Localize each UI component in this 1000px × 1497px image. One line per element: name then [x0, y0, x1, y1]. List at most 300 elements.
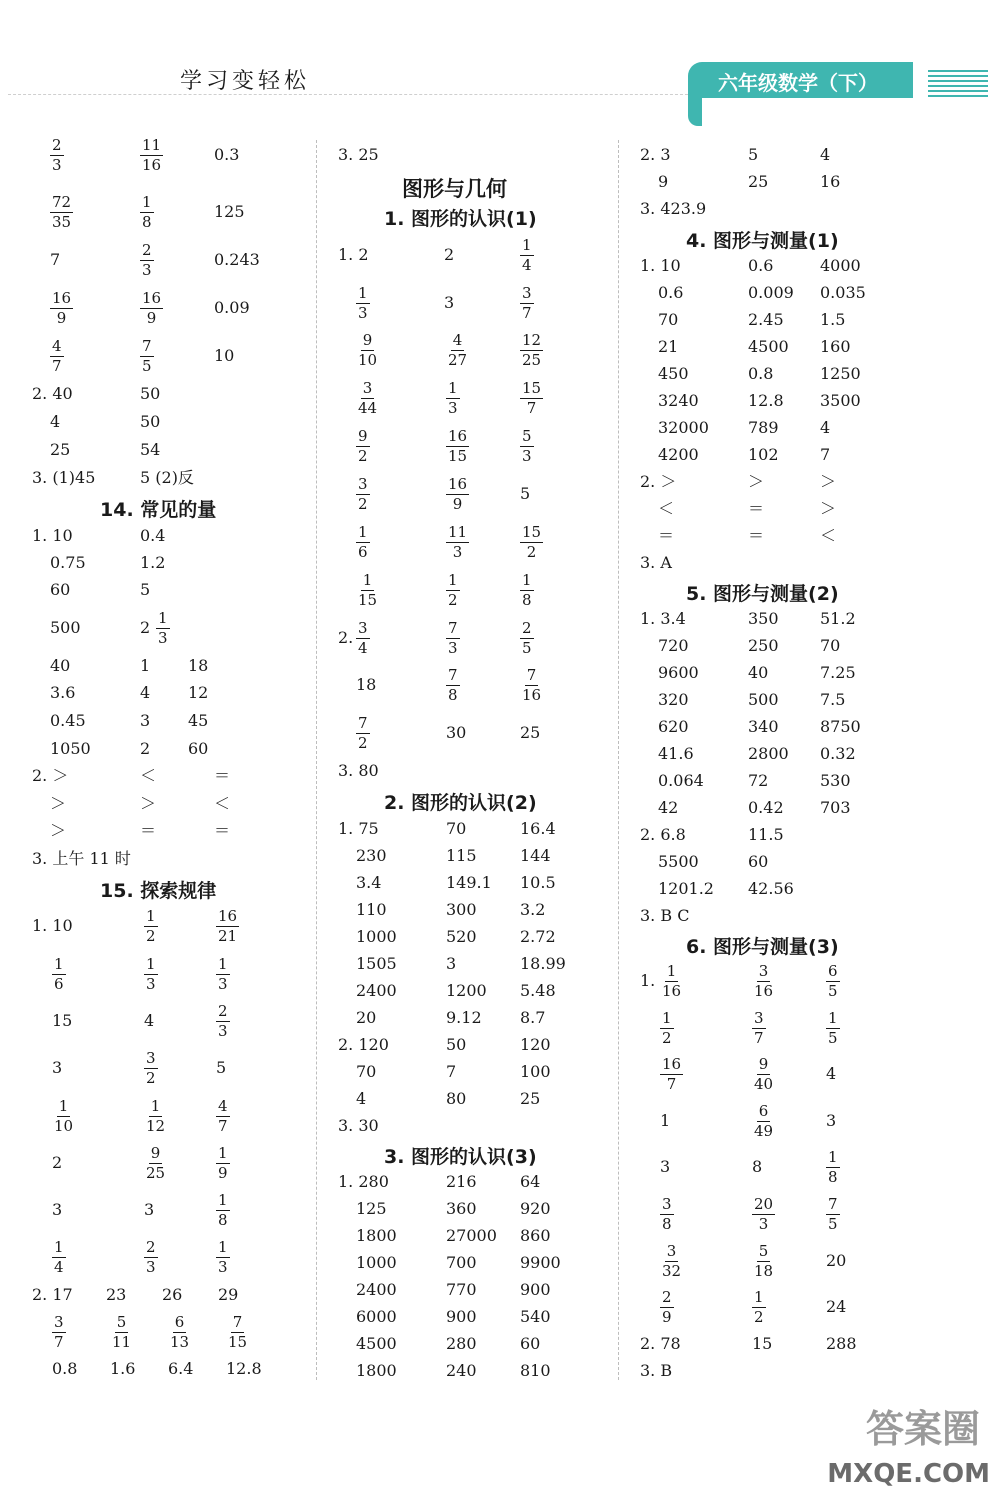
fraction-denominator: 2 [146, 927, 156, 945]
fraction-numerator: 72 [52, 193, 72, 211]
fraction-numerator: 1 [218, 955, 228, 973]
answer-value: 115 [446, 846, 477, 865]
answer-value: 29 [218, 1285, 239, 1304]
answer-value: 2. 17 [32, 1285, 73, 1304]
answer-value: 920 [520, 1199, 551, 1218]
fraction-numerator: 1 [448, 571, 458, 589]
fraction-denominator: 3 [52, 156, 62, 174]
answer-value: ＞ [50, 794, 67, 813]
answer-value: 1200 [446, 981, 487, 1000]
answer-value: ＞ [50, 821, 67, 840]
fraction-numerator: 1 [142, 193, 152, 211]
fraction-denominator: 3 [218, 1022, 228, 1040]
fraction-denominator: 9 [218, 1164, 228, 1182]
fraction-answer [660, 1289, 674, 1326]
fraction-denominator: 16 [662, 982, 682, 1000]
section-heading: 3. 图形的认识(3) [384, 1146, 537, 1168]
fraction-denominator: 8 [218, 1211, 228, 1229]
answer-value: ＝ [748, 499, 765, 518]
answer-value: 32000 [658, 418, 709, 437]
fraction-numerator: 20 [754, 1195, 774, 1213]
answer-value: 1 [660, 1111, 671, 1130]
fraction-answer [660, 1056, 683, 1093]
fraction-denominator: 18 [754, 1262, 774, 1280]
answer-value: 280 [446, 1334, 477, 1353]
answer-value: 80 [446, 1089, 467, 1108]
answer-value: 60 [188, 739, 209, 758]
answer-value: 20 [826, 1251, 847, 1270]
fraction-numerator: 3 [522, 284, 532, 302]
answer-value: ＞ [820, 472, 837, 491]
fraction-numerator: 9 [362, 331, 373, 349]
answer-value: 6.4 [168, 1359, 194, 1378]
fraction-denominator: 6 [54, 975, 64, 993]
fraction-answer [826, 963, 840, 1000]
answer-value: 72 [748, 771, 769, 790]
answer-value: 60 [748, 852, 769, 871]
fraction-answer [50, 137, 64, 174]
answer-value: 2. ＞ [32, 766, 69, 785]
answer-value: 0.243 [214, 250, 260, 269]
fraction-numerator: 3 [662, 1195, 672, 1213]
fraction-denominator: 2 [754, 1308, 764, 1326]
column-divider-1 [316, 140, 317, 1380]
answer-value: 0.8 [748, 364, 774, 383]
answer-value: 27000 [446, 1226, 497, 1245]
answer-value: 240 [446, 1361, 477, 1380]
answer-value: 0.035 [820, 283, 866, 302]
answer-value: 0.6 [658, 283, 684, 302]
answer-value: 3 [660, 1157, 671, 1176]
answer-value: 26 [162, 1285, 183, 1304]
answer-value: ＜ [820, 526, 837, 545]
fraction-answer [356, 476, 370, 513]
fraction-denominator: 21 [218, 927, 238, 945]
fraction-denominator: 2 [146, 1069, 156, 1087]
fraction-answer [50, 338, 64, 375]
answer-value: 7.25 [820, 663, 856, 682]
fraction-denominator: 44 [358, 399, 378, 417]
fraction-denominator: 7 [54, 1333, 64, 1351]
section-heading: 1. 图形的认识(1) [384, 208, 537, 230]
fraction-answer [660, 963, 683, 1000]
answer-value: 11.5 [748, 825, 784, 844]
answer-value: 2.45 [748, 310, 784, 329]
answer-value: 100 [520, 1062, 551, 1081]
answer-value: 42.56 [748, 879, 794, 898]
fraction-numerator: 1 [522, 236, 532, 254]
answer-value: 5500 [658, 852, 699, 871]
fraction-denominator: 7 [526, 399, 537, 417]
fraction-answer [826, 1196, 840, 1233]
answer-value: 2. 78 [640, 1334, 681, 1353]
fraction-denominator: 9 [452, 495, 463, 513]
answer-value: 2. 6.8 [640, 825, 686, 844]
fraction-numerator: 5 [758, 1242, 769, 1260]
fraction-answer [520, 380, 543, 417]
fraction-numerator: 3 [754, 1009, 764, 1027]
fraction-answer [52, 1314, 66, 1351]
fraction-answer [52, 1239, 66, 1276]
fraction-answer [216, 1098, 230, 1135]
answer-value: 4200 [658, 445, 699, 464]
fraction-denominator: 3 [146, 975, 156, 993]
fraction-numerator: 1 [158, 609, 168, 627]
answer-value: 0.32 [820, 744, 856, 763]
fraction-answer [140, 194, 154, 231]
answer-value: 340 [748, 717, 779, 736]
answer-value: 54 [140, 440, 161, 459]
fraction-denominator: 7 [754, 1029, 764, 1047]
answer-value: 0.064 [658, 771, 704, 790]
fraction-denominator: 4 [358, 639, 368, 657]
answer-value: 3. 80 [338, 761, 379, 780]
fraction-answer [520, 332, 543, 369]
answer-value: 703 [820, 798, 851, 817]
fraction-denominator: 7 [522, 304, 532, 322]
fraction-numerator: 1 [362, 571, 373, 589]
answer-value: 0.75 [50, 553, 86, 572]
answer-value: 2. 120 [338, 1035, 389, 1054]
fraction-answer [356, 428, 370, 465]
fraction-numerator: 1 [358, 284, 368, 302]
fraction-numerator: 3 [666, 1242, 677, 1260]
fraction-denominator: 7 [666, 1075, 677, 1093]
fraction-answer [752, 1103, 775, 1140]
answer-value: 50 [140, 412, 161, 431]
answer-value: 70 [658, 310, 679, 329]
fraction-numerator: 7 [142, 337, 152, 355]
fraction-answer [144, 1098, 167, 1135]
fraction-answer [826, 1010, 840, 1047]
section-heading: 2. 图形的认识(2) [384, 792, 537, 814]
answer-value: 1000 [356, 927, 397, 946]
answer-value: ＝ [748, 526, 765, 545]
fraction-numerator: 1 [754, 1288, 764, 1306]
answer-value: 60 [520, 1334, 541, 1353]
fraction-answer [168, 1314, 191, 1351]
fraction-numerator: 1 [146, 907, 156, 925]
answer-value: 1. [640, 971, 656, 990]
fraction-answer [140, 242, 154, 279]
answer-value: 2. 3 [640, 145, 671, 164]
fraction-denominator: 16 [754, 982, 774, 1000]
fraction-denominator: 8 [142, 213, 152, 231]
answer-value: 3 [444, 293, 455, 312]
fraction-answer [520, 285, 534, 322]
answer-value: 1201.2 [658, 879, 714, 898]
tab-tail [688, 92, 702, 126]
fraction-denominator: 12 [146, 1117, 166, 1135]
fraction-denominator: 5 [522, 639, 532, 657]
answer-value: 1. 10 [640, 256, 681, 275]
fraction-numerator: 6 [828, 962, 838, 980]
answer-value: 2. ＞ [640, 472, 677, 491]
fraction-answer [52, 1098, 75, 1135]
answer-value: 450 [658, 364, 689, 383]
answer-value: 125 [214, 202, 245, 221]
section-heading: 4. 图形与测量(1) [686, 230, 839, 252]
answer-value: 2 [140, 618, 151, 637]
answer-value: 7 [820, 445, 831, 464]
fraction-numerator: 1 [218, 1144, 228, 1162]
answer-value: 4 [356, 1089, 367, 1108]
answer-value: 2 [140, 739, 151, 758]
answer-value: 3 [144, 1200, 155, 1219]
answer-value: 24 [826, 1297, 847, 1316]
fraction-answer [356, 332, 379, 369]
answer-value: 1 [140, 656, 151, 675]
answer-value: 7.5 [820, 690, 846, 709]
answer-value: 3 [826, 1111, 837, 1130]
answer-value: 620 [658, 717, 689, 736]
answer-value: 300 [446, 900, 477, 919]
fraction-denominator: 4 [522, 256, 532, 274]
fraction-denominator: 11 [112, 1333, 132, 1351]
answer-value: 45 [188, 711, 209, 730]
answer-value: 1505 [356, 954, 397, 973]
fraction-numerator: 4 [52, 337, 62, 355]
fraction-answer [752, 1196, 775, 1233]
answer-value: 7 [50, 250, 61, 269]
fraction-numerator: 1 [58, 1097, 69, 1115]
fraction-numerator: 16 [448, 427, 468, 445]
fraction-numerator: 7 [526, 666, 537, 684]
fraction-numerator: 16 [142, 289, 162, 307]
fraction-numerator: 7 [232, 1313, 243, 1331]
answer-value: ＜ [658, 499, 675, 518]
answer-value: 7 [446, 1062, 457, 1081]
fraction-denominator: 3 [522, 447, 532, 465]
answer-value: ＞ [140, 794, 157, 813]
answer-value: 6000 [356, 1307, 397, 1326]
fraction-denominator: 2 [358, 495, 368, 513]
fraction-numerator: 1 [828, 1148, 838, 1166]
fraction-numerator: 16 [218, 907, 238, 925]
answer-value: 3. 上午 11 时 [32, 849, 131, 868]
answer-value: 3.2 [520, 900, 546, 919]
answer-value: 10 [214, 346, 235, 365]
fraction-denominator: 3 [358, 304, 368, 322]
fraction-denominator: 9 [662, 1308, 672, 1326]
fraction-numerator: 1 [146, 955, 156, 973]
fraction-denominator: 13 [170, 1333, 190, 1351]
fraction-denominator: 8 [522, 591, 532, 609]
answer-value: ＝ [214, 821, 231, 840]
answer-value: 41.6 [658, 744, 694, 763]
tab-label: 六年级数学（下） [718, 71, 878, 95]
fraction-denominator: 16 [522, 686, 542, 704]
fraction-answer [520, 620, 534, 657]
answer-value: 8750 [820, 717, 861, 736]
fraction-answer [446, 524, 469, 561]
answer-value: 70 [446, 819, 467, 838]
fraction-denominator: 10 [54, 1117, 74, 1135]
fraction-answer [446, 476, 469, 513]
answer-value: 70 [356, 1062, 377, 1081]
answer-value: 4 [826, 1064, 837, 1083]
column-divider-2 [618, 140, 619, 1380]
answer-value: 0.3 [214, 145, 240, 164]
answer-value: 2 [52, 1153, 63, 1172]
fraction-answer [660, 1010, 674, 1047]
answer-value: 320 [658, 690, 689, 709]
answer-value: 4 [140, 683, 151, 702]
answer-value: 1050 [50, 739, 91, 758]
fraction-numerator: 3 [362, 379, 373, 397]
fraction-numerator: 9 [758, 1055, 769, 1073]
fraction-numerator: 2 [522, 619, 532, 637]
answer-value: 540 [520, 1307, 551, 1326]
fraction-denominator: 5 [828, 1215, 838, 1233]
answer-value: 5 [748, 145, 759, 164]
answer-value: 3500 [820, 391, 861, 410]
answer-value: 2. [338, 628, 354, 647]
fraction-denominator: 6 [358, 543, 368, 561]
fraction-numerator: 2 [218, 1002, 228, 1020]
answer-value: 51.2 [820, 609, 856, 628]
answer-value: 1. 2 [338, 245, 369, 264]
section-heading: 5. 图形与测量(2) [686, 583, 839, 605]
fraction-numerator: 1 [358, 523, 368, 541]
fraction-denominator: 3 [146, 1258, 156, 1276]
answer-value: 2.72 [520, 927, 556, 946]
fraction-answer [660, 1196, 674, 1233]
fraction-numerator: 7 [828, 1195, 838, 1213]
fraction-numerator: 11 [448, 523, 468, 541]
answer-value: 789 [748, 418, 779, 437]
answer-value: 42 [658, 798, 679, 817]
answer-value: 3. (1)45 [32, 468, 96, 487]
answer-value: 3.4 [356, 873, 382, 892]
answer-value: 1. 3.4 [640, 609, 686, 628]
answer-value: 288 [826, 1334, 857, 1353]
fraction-denominator: 15 [448, 447, 468, 465]
answer-value: 4500 [356, 1334, 397, 1353]
answer-value: 16 [820, 172, 841, 191]
answer-value: 5.48 [520, 981, 556, 1000]
fraction-answer [356, 285, 370, 322]
answer-value: 25 [520, 723, 541, 742]
answer-value: 16.4 [520, 819, 556, 838]
answer-value: 250 [748, 636, 779, 655]
fraction-numerator: 15 [522, 379, 542, 397]
answer-value: 0.8 [52, 1359, 78, 1378]
answer-value: 4 [820, 145, 831, 164]
fraction-numerator: 3 [54, 1313, 64, 1331]
grade-subject-tab [688, 62, 928, 126]
answer-value: 1. 10 [32, 526, 73, 545]
answer-value: 1800 [356, 1226, 397, 1245]
fraction-answer [144, 1050, 158, 1087]
watermark-site: MXQE.COM [827, 1459, 990, 1489]
fraction-numerator: 2 [142, 241, 152, 259]
answer-value: 144 [520, 846, 551, 865]
fraction-answer [446, 572, 460, 609]
fraction-answer [156, 610, 170, 647]
fraction-answer [520, 524, 543, 561]
fraction-answer [752, 963, 775, 1000]
fraction-answer [50, 290, 73, 327]
answer-value: 102 [748, 445, 779, 464]
answer-value: 5 [520, 484, 531, 503]
fraction-denominator: 2 [662, 1029, 672, 1047]
fraction-answer [446, 428, 469, 465]
fraction-numerator: 11 [142, 136, 162, 154]
fraction-answer [356, 380, 379, 417]
answer-value: 125 [356, 1199, 387, 1218]
answer-value: 0.4 [140, 526, 166, 545]
answer-value: 900 [520, 1280, 551, 1299]
answer-value: 1. 10 [32, 916, 73, 935]
answer-value: 500 [748, 690, 779, 709]
fraction-numerator: 6 [758, 1102, 769, 1120]
header-divider [8, 94, 688, 95]
fraction-answer [660, 1243, 683, 1280]
fraction-answer [356, 572, 379, 609]
fraction-answer [140, 137, 163, 174]
answer-value: 230 [356, 846, 387, 865]
answer-value: 2800 [748, 744, 789, 763]
fraction-numerator: 1 [448, 379, 458, 397]
fraction-numerator: 3 [758, 962, 769, 980]
answer-value: 360 [446, 1199, 477, 1218]
fraction-denominator: 49 [754, 1122, 774, 1140]
answer-value: 770 [446, 1280, 477, 1299]
fraction-denominator: 25 [522, 351, 542, 369]
fraction-numerator: 1 [54, 1238, 64, 1256]
answer-value: 15 [752, 1334, 773, 1353]
answer-value: 40 [748, 663, 769, 682]
answer-value: 2 [444, 245, 455, 264]
answer-value: 3. 423.9 [640, 199, 707, 218]
fraction-denominator: 3 [448, 399, 458, 417]
fraction-numerator: 15 [522, 523, 542, 541]
answer-value: 64 [520, 1172, 541, 1191]
fraction-denominator: 3 [218, 1258, 228, 1276]
fraction-numerator: 6 [174, 1313, 185, 1331]
answer-value: 12.8 [226, 1359, 262, 1378]
answer-value: 3. B [640, 1361, 673, 1380]
answer-value: 50 [140, 384, 161, 403]
fraction-answer [144, 908, 158, 945]
fraction-answer [226, 1314, 249, 1351]
answer-value: 0.42 [748, 798, 784, 817]
fraction-numerator: 1 [218, 1238, 228, 1256]
answer-value: 350 [748, 609, 779, 628]
fraction-answer [110, 1314, 133, 1351]
answer-value: 70 [820, 636, 841, 655]
answer-value: 25 [748, 172, 769, 191]
fraction-answer [50, 194, 73, 231]
fraction-answer [52, 956, 66, 993]
fraction-answer [216, 1145, 230, 1182]
fraction-answer [446, 620, 460, 657]
answer-value: 40 [50, 656, 71, 675]
answer-value: 25 [520, 1089, 541, 1108]
fraction-numerator: 1 [662, 1009, 672, 1027]
answer-value: 0.09 [214, 298, 250, 317]
answer-value: 20 [356, 1008, 377, 1027]
fraction-answer [144, 956, 158, 993]
fraction-numerator: 5 [116, 1313, 127, 1331]
fraction-denominator: 16 [142, 156, 162, 174]
answer-value: 12 [188, 683, 209, 702]
fraction-numerator: 2 [52, 136, 62, 154]
fraction-answer [356, 620, 370, 657]
fraction-answer [356, 715, 370, 752]
fraction-denominator: 2 [526, 543, 537, 561]
